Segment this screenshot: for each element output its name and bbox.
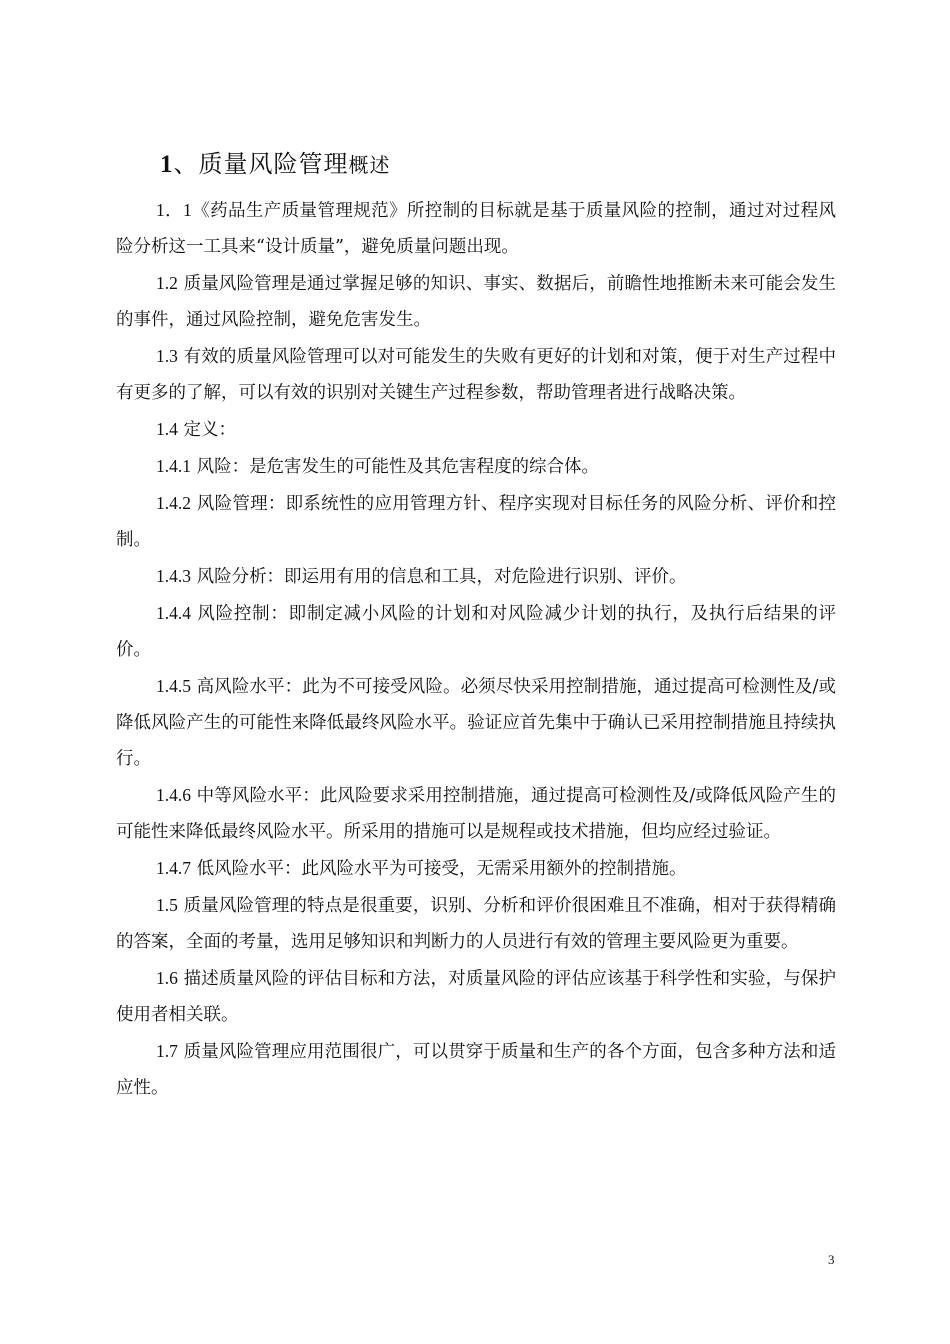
paragraph-label: 1.3 bbox=[156, 346, 178, 366]
paragraph-label: 1.4.7 bbox=[156, 858, 191, 878]
paragraph-label: 1.4.4 bbox=[156, 603, 191, 623]
paragraph-text: 风险：是危害发生的可能性及其危害程度的综合体。 bbox=[191, 457, 600, 477]
paragraph-label: 1．1 bbox=[156, 200, 192, 220]
paragraph-1-7 bbox=[116, 1033, 836, 1106]
paragraph-text: 高风险水平：此为不可接受风险。必须尽快采用控制措施，通过提高可检测性及/或降低风险产生的可能性来降低最终风险水平。验证应首先集中于确认已采用控制措施且持续执行。 bbox=[116, 677, 836, 769]
paragraph-1-3 bbox=[116, 338, 836, 411]
paragraph-1-4-4 bbox=[116, 595, 836, 668]
paragraph-text: 风险分析：即运用有用的信息和工具，对危险进行识别、评价。 bbox=[191, 567, 687, 587]
section-heading-title-tail: 概述 bbox=[348, 153, 391, 177]
paragraph-1-4-2 bbox=[116, 485, 836, 558]
paragraph-1-5 bbox=[116, 887, 836, 960]
paragraph-label: 1.4.1 bbox=[156, 456, 191, 476]
paragraph-text: 风险控制：即制定减小风险的计划和对风险减少计划的执行，及执行后结果的评价。 bbox=[116, 604, 836, 660]
paragraph-text: 风险管理：即系统性的应用管理方针、程序实现对目标任务的风险分析、评价和控制。 bbox=[116, 494, 836, 550]
paragraph-label: 1.4 bbox=[156, 419, 178, 439]
paragraph-1-4-7 bbox=[116, 850, 836, 887]
section-heading bbox=[160, 144, 391, 179]
paragraph-label: 1.6 bbox=[156, 968, 178, 988]
paragraph-text: 有效的质量风险管理可以对可能发生的失败有更好的计划和对策，便于对生产过程中有更多的了解，可以有效的识别对关键生产过程参数，帮助管理者进行战略决策。 bbox=[116, 347, 836, 403]
paragraph-label: 1.2 bbox=[156, 273, 178, 293]
paragraph-text: 定义： bbox=[177, 420, 236, 440]
paragraph-text: 质量风险管理的特点是很重要，识别、分析和评价很困难且不准确，相对于获得精确的答案，全面的考量，选用足够知识和判断力的人员进行有效的管理主要风险更为重要。 bbox=[116, 896, 836, 952]
paragraph-1-4-6 bbox=[116, 777, 836, 850]
page-number: 3 bbox=[828, 1252, 835, 1267]
paragraph-1-4 bbox=[116, 411, 836, 448]
paragraph-text: 质量风险管理是通过掌握足够的知识、事实、数据后，前瞻性地推断未来可能会发生的事件，通过风险控制，避免危害发生。 bbox=[116, 274, 836, 330]
paragraph-1-2 bbox=[116, 265, 836, 338]
section-heading-title: 、质量风险管理 bbox=[173, 150, 349, 178]
paragraph-text: 低风险水平：此风险水平为可接受，无需采用额外的控制措施。 bbox=[191, 859, 687, 879]
paragraph-text: 质量风险管理应用范围很广，可以贯穿于质量和生产的各个方面，包含多种方法和适应性。 bbox=[116, 1042, 836, 1098]
paragraph-label: 1.4.6 bbox=[156, 785, 191, 805]
paragraph-1-4-3 bbox=[116, 558, 836, 595]
paragraph-text: 描述质量风险的评估目标和方法，对质量风险的评估应该基于科学性和实验，与保护使用者相关联。 bbox=[116, 969, 836, 1025]
paragraph-label: 1.4.2 bbox=[156, 493, 191, 513]
paragraph-1-1 bbox=[116, 192, 836, 265]
paragraph-1-6 bbox=[116, 960, 836, 1033]
section-heading-number: 1 bbox=[160, 151, 174, 178]
paragraph-text: 中等风险水平：此风险要求采用控制措施，通过提高可检测性及/或降低风险产生的可能性来降低最终风险水平。所采用的措施可以是规程或技术措施，但均应经过验证。 bbox=[116, 786, 836, 842]
paragraph-1-4-1 bbox=[116, 448, 836, 485]
paragraph-1-4-5 bbox=[116, 668, 836, 777]
paragraph-text: 《药品生产质量管理规范》所控制的目标就是基于质量风险的控制，通过对过程风险分析这一工具来“设计质量”，避免质量问题出现。 bbox=[116, 201, 837, 257]
paragraph-label: 1.4.3 bbox=[156, 566, 191, 586]
body-text bbox=[116, 192, 836, 1106]
paragraph-label: 1.5 bbox=[156, 895, 178, 915]
paragraph-label: 1.7 bbox=[156, 1041, 178, 1061]
paragraph-label: 1.4.5 bbox=[156, 676, 191, 696]
